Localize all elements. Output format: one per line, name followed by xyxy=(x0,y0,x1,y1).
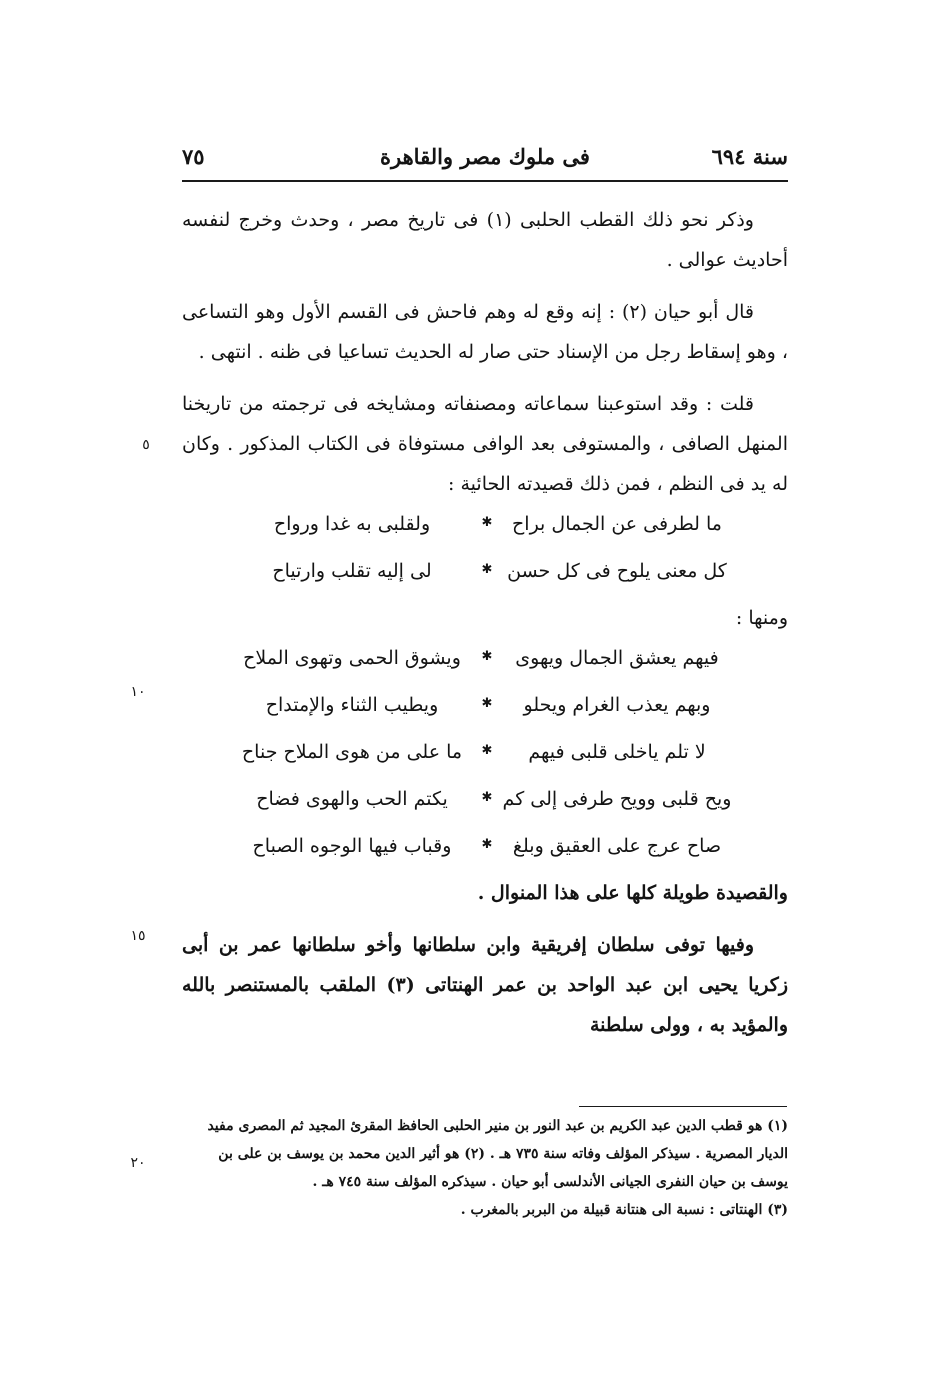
verse-hemistich-first: كل معنى يلوح فى كل حسن xyxy=(507,560,727,582)
line-number-20: ٢٠ xyxy=(130,1155,146,1171)
verse-hemistich-second: ويشوق الحمى وتهوى الملاح xyxy=(243,647,461,669)
verse-line xyxy=(182,638,788,685)
verse-separator-icon: ✱ xyxy=(481,515,493,530)
verse-separator-icon: ✱ xyxy=(481,562,493,577)
verse-separator-icon: ✱ xyxy=(481,790,493,805)
line-number-5: ٥ xyxy=(142,437,150,453)
poem-label: ومنها : xyxy=(735,607,788,629)
verse-hemistich-second: ما على من هوى الملاح جناح xyxy=(241,741,463,763)
verse-hemistich-second: ويطيب الثناء والإمتداح xyxy=(265,694,439,716)
footnote-separator xyxy=(579,1106,787,1107)
verse-line xyxy=(182,826,788,873)
verse-hemistich-second: ولقلبى به غدا ورواح xyxy=(273,513,431,535)
paragraph-3: قلت : وقد استوعبنا سماعاته ومصنفاته ومشايخه فى ترجمته من تاريخنا المنهل الصافى ، والمستوفى بعد الوافى مستوفاة فى الكتاب المذكور . وكان له يد فى النظم ، فمن ذلك قصيدته الحائية : xyxy=(182,393,788,495)
verse-separator-icon: ✱ xyxy=(481,743,493,758)
verse-line xyxy=(182,685,788,732)
main-text xyxy=(182,200,788,1045)
verse-hemistich-first: لا تلم ياخلى قلبى فيهم xyxy=(528,741,706,763)
verse-hemistich-first: وبهم يعذب الغرام ويحلو xyxy=(523,694,711,716)
verse-hemistich-first: ما لطرفى عن الجمال براح xyxy=(512,513,722,535)
header-year: سنة ٦٩٤ xyxy=(711,144,788,169)
line-number-15: ١٥ xyxy=(130,928,146,944)
line-number-10: ١٠ xyxy=(130,684,146,700)
verse-separator-icon: ✱ xyxy=(481,837,493,852)
paragraph-1: وذكر نحو ذلك القطب الحلبى (١) فى تاريخ مصر ، وحدث وخرج لنفسه أحاديث عوالى . xyxy=(182,209,788,271)
verse-hemistich-second: لى إليه تقلب وارتياح xyxy=(272,560,432,582)
footnote-1-2: (١) هو قطب الدين عبد الكريم بن عبد النور بن منير الحلبى الحافظ المقرئ المجيد ثم المصرى مفيد الديار المصرية . سيذكر المؤلف وفاته سنة ٧٣٥ هـ . (٢) هو أثير الدين محمد بن يوسف بن على بن يوسف بن حيان النفرى الجيانى الأندلسى أبو حيان . سيذكره المؤلف سنة ٧٤٥ هـ . xyxy=(207,1118,788,1190)
verse-hemistich-first: صاح عرج على العقيق وبلغ xyxy=(512,835,722,857)
final-paragraph: وفيها توفى سلطان إفريقية وابن سلطانها وأخو سلطانها عمر بن أبى زكريا يحيى ابن عبد الواحد بن عمر الهنتاتى (٣) الملقب بالمستنصر بالله والمؤيد به ، وولى سلطنة xyxy=(182,934,789,1036)
running-header xyxy=(182,140,788,182)
poem-closing: والقصيدة طويلة كلها على هذا المنوال . xyxy=(477,882,788,904)
paragraph-2: قال أبو حيان (٢) : إنه وقع له وهم فاحش فى القسم الأول وهو التساعى ، وهو إسقاط رجل من الإسناد حتى صار له الحديث تساعيا فى ظنه . انتهى . xyxy=(182,301,788,363)
verse-line xyxy=(182,551,788,598)
verse-hemistich-first: فيهم يعشق الجمال ويهوى xyxy=(515,647,719,669)
verse-separator-icon: ✱ xyxy=(481,696,493,711)
verse-line xyxy=(182,779,788,826)
page-number: ٧٥ xyxy=(182,144,205,169)
footnotes xyxy=(182,1112,788,1224)
verse-hemistich-first: ويح قلبى وويح طرفى إلى كم xyxy=(502,788,732,810)
verse-line xyxy=(182,732,788,779)
verse-line xyxy=(182,504,788,551)
verse-separator-icon: ✱ xyxy=(481,649,493,664)
header-title: فى ملوك مصر والقاهرة xyxy=(380,144,590,169)
verse-hemistich-second: يكتم الحب والهوى فضاح xyxy=(256,788,448,810)
verse-hemistich-second: وقباب فيها الوجوه الصباح xyxy=(252,835,452,857)
footnote-3: (٣) الهنتاتى : نسبة الى هنتانة قبيلة من البربر بالمغرب . xyxy=(460,1202,788,1218)
